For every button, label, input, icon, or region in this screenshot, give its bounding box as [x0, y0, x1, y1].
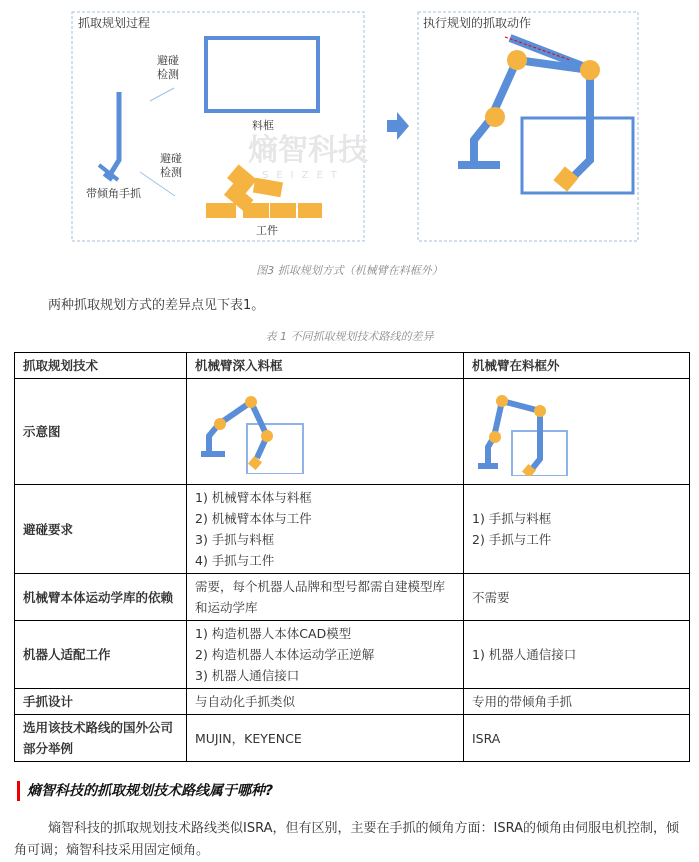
cell: 需要，每个机器人品牌和型号都需自建模型库和运动学库 — [187, 574, 464, 621]
header-cell: 机械臂深入料框 — [187, 353, 464, 379]
label: 避碰 — [157, 54, 179, 67]
figure-grasp-planning — [0, 0, 699, 250]
arrow-icon — [387, 112, 409, 140]
diagram-arm-outside-bin — [464, 379, 690, 485]
cell-line: 1) 机械臂本体与料框 — [195, 490, 312, 505]
figure-caption: 图3 抓取规划方式（机械臂在料框外） — [256, 264, 443, 277]
body-paragraph: 熵智科技的抓取规划技术路线类似ISRA，但有区别，主要在手抓的倾角方面：ISRA的倾角由伺服电机控制，倾角可调；熵智科技采用固定倾角。 — [14, 821, 679, 858]
cell: 与自动化手抓类似 — [187, 689, 464, 715]
table-row — [15, 574, 690, 621]
intro-paragraph: 两种抓取规划方式的差异点见下表1。 — [48, 298, 265, 313]
row-label: 机械臂本体运动学库的依赖 — [15, 574, 187, 621]
cell: MUJIN，KEYENCE — [187, 715, 464, 762]
table-caption: 表 1 不同抓取规划技术路线的差异 — [265, 330, 434, 343]
row-label: 选用该技术路线的国外公司部分举例 — [15, 715, 187, 762]
cell-line: 2) 手抓与工件 — [472, 532, 552, 547]
workpiece-label: 工件 — [256, 224, 278, 237]
cell-line: 2) 构造机器人本体运动学正逆解 — [195, 647, 375, 662]
row-label: 机器人适配工作 — [15, 621, 187, 689]
left-panel-title: 抓取规划过程 — [78, 16, 151, 30]
right-panel — [418, 12, 638, 241]
table-row — [15, 715, 690, 762]
cell — [187, 621, 464, 689]
cell-line: 1) 手抓与料框 — [472, 511, 552, 526]
header-cell: 抓取规划技术 — [15, 353, 187, 379]
row-label: 避碰要求 — [15, 485, 187, 574]
table-row — [15, 689, 690, 715]
cell: 专用的带倾角手抓 — [464, 689, 690, 715]
cell-line: 1) 构造机器人本体CAD模型 — [195, 626, 352, 641]
label: 避碰 — [160, 152, 182, 165]
header-cell: 机械臂在料框外 — [464, 353, 690, 379]
table-row — [15, 485, 690, 574]
table-row — [15, 379, 690, 485]
cell — [464, 485, 690, 574]
watermark: 熵智科技 — [248, 133, 368, 168]
bin-label: 料框 — [252, 119, 274, 132]
table-row — [15, 621, 690, 689]
section-heading: 熵智科技的抓取规划技术路线属于哪种? — [17, 781, 273, 801]
row-label: 示意图 — [15, 379, 187, 485]
comparison-table — [14, 352, 690, 762]
cell-line: 3) 机器人通信接口 — [195, 668, 300, 683]
gripper-label: 带倾角手抓 — [86, 187, 141, 200]
table-header-row — [15, 353, 690, 379]
cell — [187, 485, 464, 574]
label: 检测 — [157, 68, 179, 81]
watermark-sub: SEIZET — [262, 170, 345, 181]
right-panel-title: 执行规划的抓取动作 — [423, 16, 532, 30]
label: 检测 — [160, 166, 182, 179]
diagram-arm-inside-bin — [187, 379, 464, 485]
cell: ISRA — [464, 715, 690, 762]
cell-line: 2) 机械臂本体与工件 — [195, 511, 312, 526]
cell: 1) 机器人通信接口 — [464, 621, 690, 689]
row-label: 手抓设计 — [15, 689, 187, 715]
cell-line: 4) 手抓与工件 — [195, 553, 275, 568]
cell: 不需要 — [464, 574, 690, 621]
cell-line: 3) 手抓与料框 — [195, 532, 275, 547]
